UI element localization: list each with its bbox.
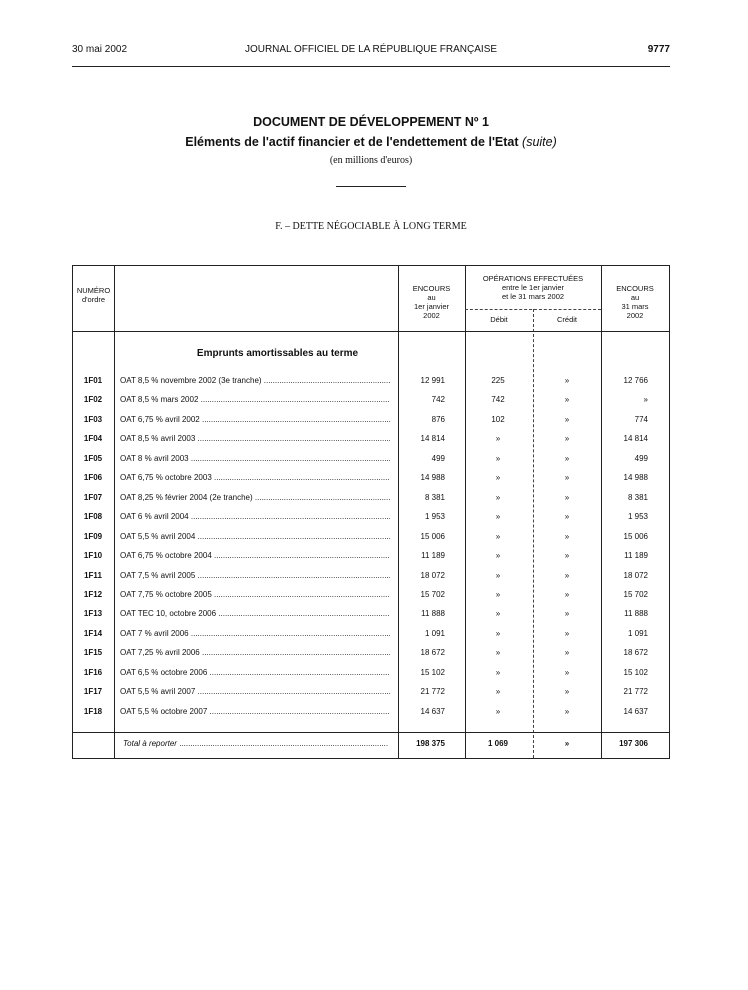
row-encours-fin: 14 637 (623, 706, 648, 716)
row-credit: » (564, 648, 570, 658)
row-encours-fin: 8 381 (627, 492, 648, 502)
row-encours-fin: 21 772 (623, 687, 648, 697)
row-encours-debut: 18 672 (420, 648, 445, 658)
table-row (73, 664, 669, 684)
table-row (73, 430, 669, 450)
row-debit: » (495, 551, 501, 561)
subtitle-suffix: (suite) (522, 135, 557, 149)
row-encours-debut: 14 988 (420, 473, 445, 483)
document-title: DOCUMENT DE DÉVELOPPEMENT Nº 1 (253, 115, 489, 129)
table-row (73, 683, 669, 703)
header-credit: Crédit (556, 315, 577, 324)
total-row (73, 732, 669, 756)
table-row (73, 567, 669, 587)
row-encours-debut: 1 091 (424, 628, 445, 638)
row-encours-fin: 11 888 (624, 609, 648, 619)
row-credit: » (564, 570, 570, 580)
row-debit: » (495, 453, 501, 463)
row-number: 1F18 (83, 706, 103, 716)
table-row (73, 703, 669, 723)
row-debit: » (495, 609, 501, 619)
header-page-number: 9777 (647, 44, 670, 55)
row-debit: » (495, 434, 501, 444)
row-number: 1F12 (83, 589, 103, 599)
row-credit: » (564, 628, 570, 638)
row-encours-debut: 15 102 (420, 667, 445, 677)
table-row (73, 605, 669, 625)
table-row (73, 391, 669, 411)
header-date: 30 mai 2002 (72, 44, 128, 55)
row-label: OAT 8,5 % novembre 2002 (3e tranche) ..... (120, 376, 390, 385)
row-encours-fin: 15 006 (623, 531, 648, 541)
row-label: OAT 8,5 % mars 2002 ..... (120, 395, 390, 404)
row-credit: » (564, 667, 570, 677)
table-row (73, 644, 669, 664)
row-credit: » (564, 687, 570, 697)
row-credit: » (564, 414, 570, 424)
row-encours-fin: 14 988 (623, 473, 648, 483)
row-number: 1F09 (83, 531, 103, 541)
row-label: OAT 7 % avril 2006 ..... (120, 629, 390, 638)
row-encours-fin: 18 072 (623, 570, 648, 580)
row-credit: » (564, 589, 570, 599)
row-number: 1F16 (83, 667, 103, 677)
row-credit: » (564, 376, 570, 385)
row-label: OAT 6,75 % octobre 2003 ..... (120, 473, 390, 482)
document-subtitle (72, 135, 670, 149)
row-credit: » (564, 706, 570, 716)
row-credit: » (564, 531, 570, 541)
row-credit: » (564, 453, 570, 463)
row-encours-fin: 14 814 (623, 434, 648, 444)
row-encours-fin: 15 102 (623, 667, 648, 677)
row-debit: » (495, 628, 501, 638)
row-label: OAT 7,5 % avril 2005 ..... (120, 571, 390, 580)
row-debit: » (495, 648, 501, 658)
row-encours-fin: 774 (634, 414, 648, 424)
row-number: 1F08 (83, 512, 103, 522)
subtitle-main: Eléments de l'actif financier et de l'endettement de l'Etat (185, 135, 519, 149)
header-numero: NUMÉRO d'ordre (76, 286, 111, 304)
row-number: 1F14 (83, 628, 103, 638)
row-encours-debut: 14 637 (420, 706, 445, 716)
row-encours-debut: 742 (431, 395, 445, 405)
row-debit: » (495, 589, 501, 599)
row-encours-debut: 499 (431, 453, 445, 463)
page-header (72, 44, 670, 66)
row-encours-fin: 499 (634, 453, 648, 463)
row-label: OAT 6,75 % octobre 2004 ..... (120, 551, 390, 560)
row-encours-fin: » (643, 395, 648, 405)
unit-note: (en millions d'euros) (329, 155, 413, 166)
row-number: 1F17 (83, 687, 103, 697)
row-encours-fin: 18 672 (623, 648, 648, 658)
total-encours-debut: 198 375 (416, 739, 445, 748)
row-encours-debut: 876 (431, 414, 445, 424)
title-divider (336, 186, 406, 187)
header-subdivider (465, 309, 601, 310)
row-number: 1F03 (83, 414, 103, 424)
table-row (73, 469, 669, 489)
row-encours-debut: 21 772 (420, 687, 445, 697)
table-row (73, 586, 669, 606)
row-encours-debut: 15 006 (420, 531, 445, 541)
row-credit: » (564, 395, 570, 405)
row-debit: 102 (491, 414, 505, 424)
row-encours-fin: 1 953 (627, 512, 648, 522)
row-encours-debut: 12 991 (420, 376, 445, 385)
row-debit: » (495, 667, 501, 677)
table-row (73, 625, 669, 645)
row-label: OAT TEC 10, octobre 2006 ..... (120, 609, 390, 618)
header-encours-debut: ENCOURS au 1er janvier 2002 (412, 284, 451, 320)
row-encours-debut: 1 953 (424, 512, 445, 522)
header-operations: OPÉRATIONS EFFECTUÉES entre le 1er janvier et le 31 mars 2002 (482, 274, 584, 301)
table-row (73, 372, 669, 392)
row-number: 1F13 (83, 609, 103, 619)
row-label: OAT 6,5 % octobre 2006 ..... (120, 668, 390, 677)
table-row (73, 547, 669, 567)
row-number: 1F15 (83, 648, 103, 658)
row-debit: » (495, 706, 501, 716)
row-encours-debut: 14 814 (420, 434, 445, 444)
row-encours-debut: 15 702 (420, 589, 445, 599)
table-row (73, 411, 669, 431)
row-debit: » (495, 687, 501, 697)
row-number: 1F11 (84, 570, 102, 580)
row-debit: » (495, 570, 501, 580)
row-debit: » (495, 492, 501, 502)
row-label: OAT 5,5 % octobre 2007 ..... (120, 707, 390, 716)
row-label: OAT 8,5 % avril 2003 ..... (120, 434, 390, 443)
group-title: Emprunts amortissables au terme (196, 348, 359, 359)
row-credit: » (564, 492, 570, 502)
total-debit: 1 069 (487, 739, 509, 748)
header-bottom-rule (73, 331, 669, 332)
row-number: 1F06 (83, 473, 103, 483)
row-encours-fin: 1 091 (627, 628, 648, 638)
table-row (73, 508, 669, 528)
row-number: 1F07 (83, 492, 103, 502)
row-label: OAT 7,75 % octobre 2005 ..... (120, 590, 390, 599)
row-label: OAT 5,5 % avril 2007 ..... (120, 687, 390, 696)
row-label: OAT 5,5 % avril 2004 ..... (120, 532, 390, 541)
total-label: Total à reporter ..... (123, 739, 388, 748)
header-encours-fin: ENCOURS au 31 mars 2002 (616, 284, 654, 320)
row-debit: » (495, 531, 501, 541)
row-debit: » (495, 512, 501, 522)
header-journal-title: JOURNAL OFFICIEL DE LA RÉPUBLIQUE FRANÇAISE (244, 44, 498, 55)
row-encours-fin: 11 189 (624, 551, 648, 561)
row-credit: » (564, 434, 570, 444)
row-number: 1F04 (83, 434, 103, 444)
row-encours-debut: 11 189 (421, 551, 445, 561)
header-divider (72, 66, 670, 67)
row-debit: » (495, 473, 501, 483)
row-label: OAT 6,75 % avril 2002 ..... (120, 415, 390, 424)
total-credit: » (564, 739, 570, 748)
row-encours-fin: 12 766 (623, 376, 648, 385)
row-number: 1F10 (83, 551, 103, 561)
row-encours-fin: 15 702 (623, 589, 648, 599)
row-debit: 742 (491, 395, 505, 405)
row-credit: » (564, 551, 570, 561)
row-label: OAT 8 % avril 2003 ..... (120, 454, 390, 463)
row-credit: » (564, 609, 570, 619)
table-row (73, 489, 669, 509)
total-encours-fin: 197 306 (619, 739, 648, 748)
debt-table (72, 265, 670, 759)
section-heading: F. – DETTE NÉGOCIABLE À LONG TERME (275, 221, 467, 232)
row-number: 1F01 (83, 376, 103, 385)
table-row (73, 450, 669, 470)
row-number: 1F05 (83, 453, 103, 463)
row-credit: » (564, 512, 570, 522)
row-label: OAT 8,25 % février 2004 (2e tranche) ..... (120, 493, 390, 502)
row-label: OAT 6 % avril 2004 ..... (120, 512, 390, 521)
header-debit: Débit (490, 315, 508, 324)
table-row (73, 528, 669, 548)
row-debit: 225 (491, 376, 505, 385)
row-encours-debut: 11 888 (421, 609, 445, 619)
row-label: OAT 7,25 % avril 2006 ..... (120, 648, 390, 657)
row-credit: » (564, 473, 570, 483)
row-encours-debut: 8 381 (424, 492, 445, 502)
row-encours-debut: 18 072 (420, 570, 445, 580)
row-number: 1F02 (83, 395, 103, 405)
